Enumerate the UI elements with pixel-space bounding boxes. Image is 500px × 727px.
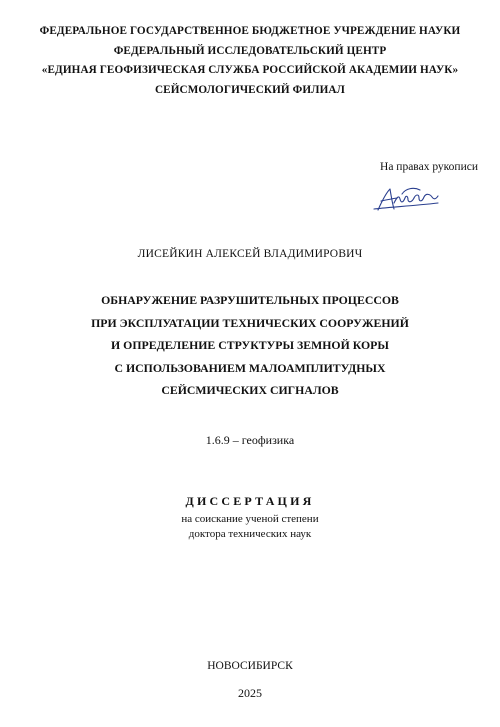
institution-line-4: СЕЙСМОЛОГИЧЕСКИЙ ФИЛИАЛ bbox=[154, 83, 345, 96]
title-line-4: С ИСПОЛЬЗОВАНИЕМ МАЛОАМПЛИТУДНЫХ bbox=[114, 360, 386, 375]
degree-description bbox=[0, 512, 500, 542]
document-type: ДИССЕРТАЦИЯ bbox=[185, 494, 315, 508]
title-line-2: ПРИ ЭКСПЛУАТАЦИИ ТЕХНИЧЕСКИХ СООРУЖЕНИЙ bbox=[91, 315, 409, 330]
institution-line-2: ФЕДЕРАЛЬНЫЙ ИССЛЕДОВАТЕЛЬСКИЙ ЦЕНТР bbox=[113, 44, 387, 57]
degree-line-2: доктора технических наук bbox=[188, 528, 312, 540]
title-line-5: СЕЙСМИЧЕСКИХ СИГНАЛОВ bbox=[161, 383, 339, 397]
manuscript-rights-note: На правах рукописи bbox=[380, 161, 478, 173]
degree-line-1: на соискание ученой степени bbox=[181, 513, 319, 525]
institution-line-1: ФЕДЕРАЛЬНОЕ ГОСУДАРСТВЕННОЕ БЮДЖЕТНОЕ УЧРЕЖДЕНИЕ НАУКИ bbox=[39, 25, 461, 37]
title-line-1: ОБНАРУЖЕНИЕ РАЗРУШИТЕЛЬНЫХ ПРОЦЕССОВ bbox=[101, 293, 399, 307]
institution-header bbox=[0, 22, 500, 100]
author-name: ЛИСЕЙКИН АЛЕКСЕЙ ВЛАДИМИРОВИЧ bbox=[137, 248, 363, 260]
title-line-3: И ОПРЕДЕЛЕНИЕ СТРУКТУРЫ ЗЕМНОЙ КОРЫ bbox=[111, 338, 389, 352]
dissertation-title bbox=[0, 289, 500, 402]
handwritten-signature-icon bbox=[372, 185, 442, 215]
specialty-code: 1.6.9 – геофизика bbox=[205, 433, 295, 447]
year: 2025 bbox=[238, 686, 262, 700]
institution-line-3: «ЕДИНАЯ ГЕОФИЗИЧЕСКАЯ СЛУЖБА РОССИЙСКОЙ АКАДЕМИИ НАУК» bbox=[41, 64, 459, 76]
city: НОВОСИБИРСК bbox=[207, 660, 293, 672]
